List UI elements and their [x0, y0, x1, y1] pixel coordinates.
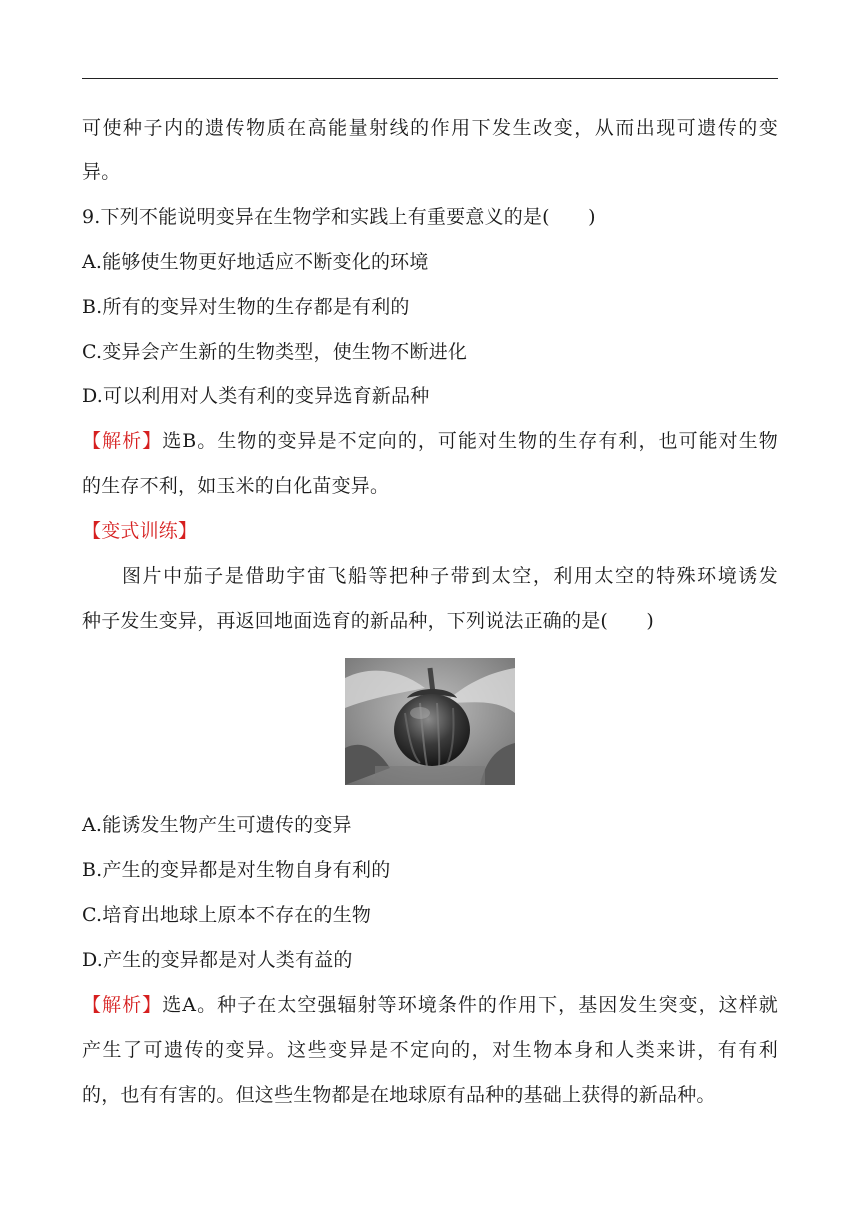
eggplant-image	[345, 658, 515, 785]
question-9-stem: 9.下列不能说明变异在生物学和实践上有重要意义的是( )	[82, 206, 596, 228]
variant-analysis-line: 产生了可遗传的变异。这些变异是不定向的，对生物本身和人类来讲，有有利	[82, 1039, 778, 1061]
analysis-tag: 【解析】	[82, 994, 163, 1016]
analysis-line	[82, 429, 778, 453]
variant-heading: 【变式训练】	[82, 520, 198, 542]
header-rule	[82, 78, 778, 79]
analysis-tag: 【解析】	[82, 430, 163, 452]
variant-stem-line: 图片中茄子是借助宇宙飞船等把种子带到太空，利用太空的特殊环境诱发	[122, 565, 778, 587]
variant-option-a: A.能诱发生物产生可遗传的变异	[82, 814, 352, 836]
variant-stem-line: 种子发生变异，再返回地面选育的新品种，下列说法正确的是( )	[82, 610, 655, 632]
option-c: C.变异会产生新的生物类型，使生物不断进化	[82, 341, 468, 363]
option-b: B.所有的变异对生物的生存都是有利的	[82, 296, 410, 318]
analysis-text: 选A。种子在太空强辐射等环境条件的作用下，基因发生突变，这样就	[162, 994, 778, 1016]
variant-option-c: C.培育出地球上原本不存在的生物	[82, 904, 372, 926]
option-a: A.能够使生物更好地适应不断变化的环境	[82, 251, 429, 273]
analysis-text: 选B。生物的变异是不定向的，可能对生物的生存有利，也可能对生物	[162, 430, 778, 452]
paragraph-line: 异。	[82, 161, 121, 183]
variant-option-d: D.产生的变异都是对人类有益的	[82, 949, 353, 971]
option-d: D.可以利用对人类有利的变异选育新品种	[82, 385, 430, 407]
variant-analysis-line	[82, 993, 778, 1017]
variant-analysis-line: 的，也有有害的。但这些生物都是在地球原有品种的基础上获得的新品种。	[82, 1084, 716, 1106]
variant-option-b: B.产生的变异都是对生物自身有利的	[82, 859, 391, 881]
paragraph-line: 可使种子内的遗传物质在高能量射线的作用下发生改变，从而出现可遗传的变	[82, 117, 778, 139]
analysis-line: 的生存不利，如玉米的白化苗变异。	[82, 475, 390, 497]
eggplant-photo	[345, 658, 515, 785]
